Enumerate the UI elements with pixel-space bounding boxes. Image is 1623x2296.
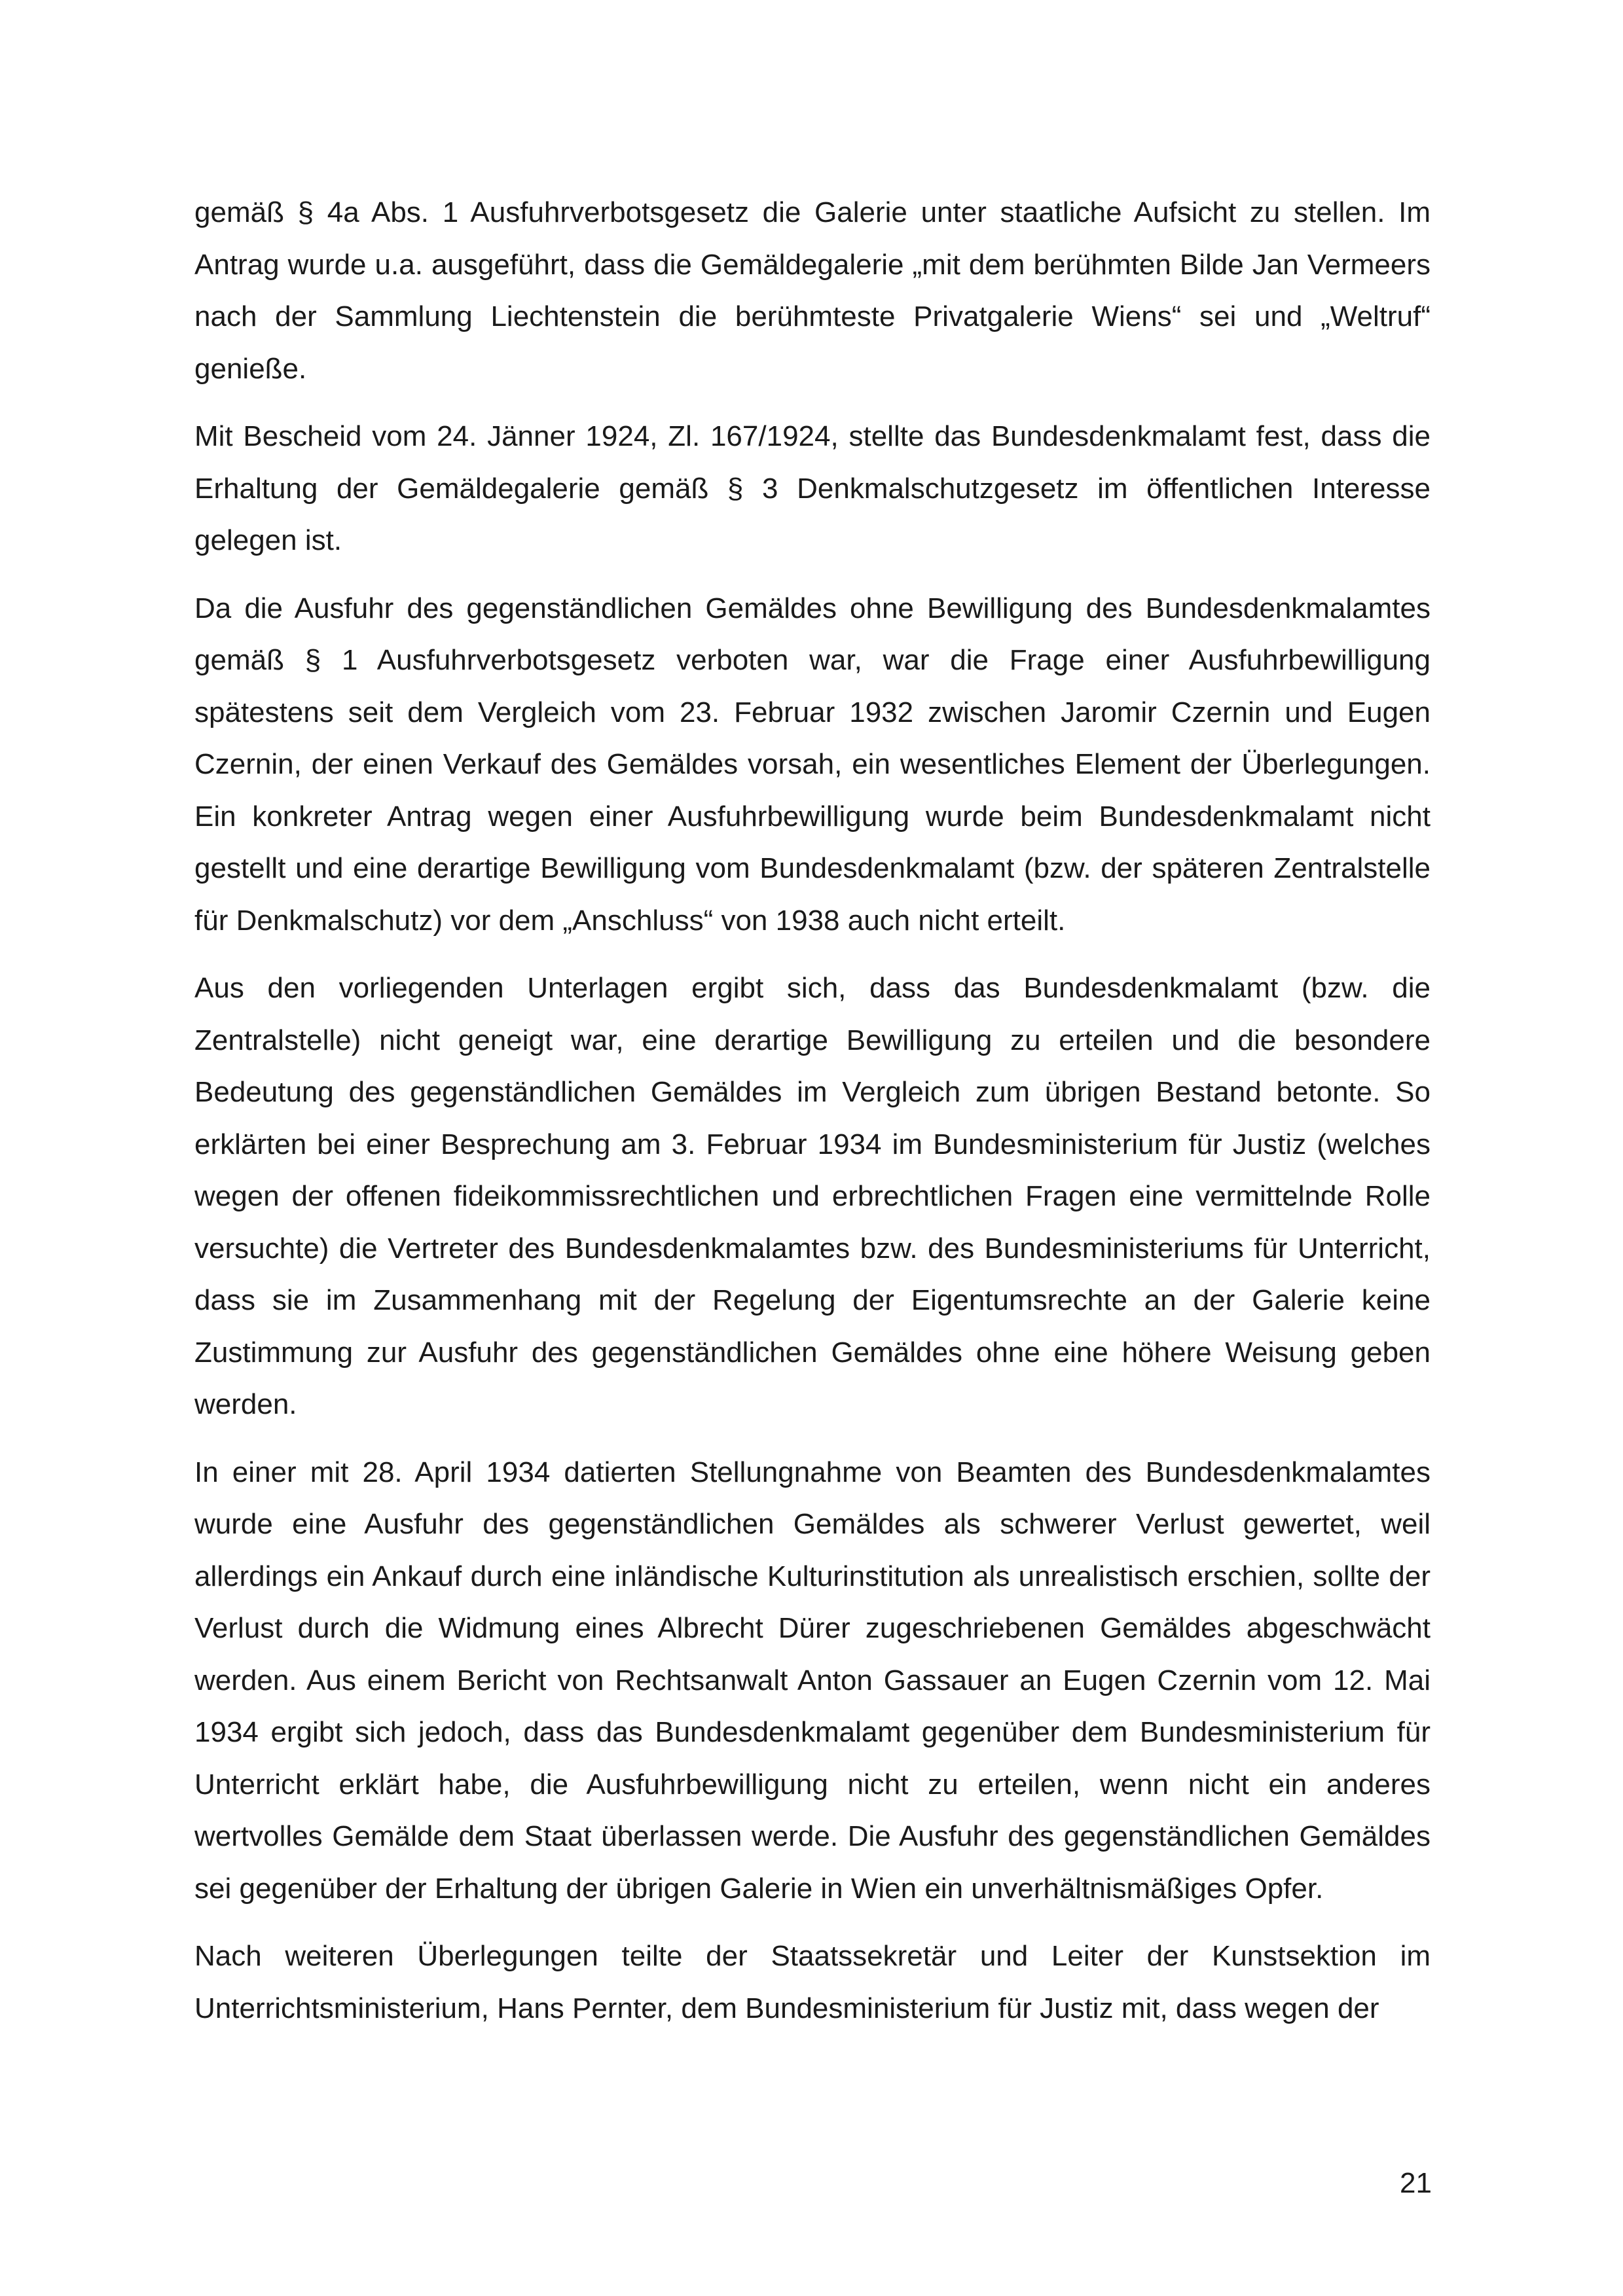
paragraph: In einer mit 28. April 1934 datierten Stellungnahme von Beamten des Bundesdenkmalamtes wurde eine Ausfuhr des gegenständlichen Gemäldes als schwerer Verlust gewertet, weil allerdings ein Ankauf durch eine inländische Kulturinstitution als unrealistisch erschien, sollte der Verlust durch die Widmung eines Albrecht Dürer zugeschriebenen Gemäldes abgeschwächt werden. Aus einem Bericht von Rechtsanwalt Anton Gassauer an Eugen Czernin vom 12. Mai 1934 ergibt sich jedoch, dass das Bundesdenkmalamt gegenüber dem Bundesministerium für Unterricht erklärt habe, die Ausfuhrbewilligung nicht zu erteilen, wenn nicht ein anderes wertvolles Gemälde dem Staat überlassen werde. Die Ausfuhr des gegenständlichen Gemäldes sei gegenüber der Erhaltung der übrigen Galerie in Wien ein unverhältnismäßiges Opfer.: [194, 1456, 1431, 1905]
paragraph: Mit Bescheid vom 24. Jänner 1924, Zl. 167/1924, stellte das Bundesdenkmalamt fest, dass die Erhaltung der Gemäldegalerie gemäß § 3 Denkmalschutzgesetz im öffentlichen Interesse gelegen ist.: [194, 420, 1431, 556]
document-body: [194, 187, 1431, 2050]
paragraph: gemäß § 4a Abs. 1 Ausfuhrverbotsgesetz die Galerie unter staatliche Aufsicht zu stellen. Im Antrag wurde u.a. ausgeführt, dass die Gemäldegalerie „mit dem berühmten Bilde Jan Vermeers nach der Sammlung Liechtenstein die berühmteste Privatgalerie Wiens“ sei und „Weltruf“ genieße.: [194, 196, 1431, 385]
paragraph: Da die Ausfuhr des gegenständlichen Gemäldes ohne Bewilligung des Bundesdenkmalamtes gemäß § 1 Ausfuhrverbotsgesetz verboten war, war die Frage einer Ausfuhrbewilligung spätestens seit dem Vergleich vom 23. Februar 1932 zwischen Jaromir Czernin und Eugen Czernin, der einen Verkauf des Gemäldes vorsah, ein wesentliches Element der Überlegungen. Ein konkreter Antrag wegen einer Ausfuhrbewilligung wurde beim Bundesdenkmalamt nicht gestellt und eine derartige Bewilligung vom Bundesdenkmalamt (bzw. der späteren Zentralstelle für Denkmalschutz) vor dem „Anschluss“ von 1938 auch nicht erteilt.: [194, 592, 1431, 937]
paragraph: Nach weiteren Überlegungen teilte der Staatssekretär und Leiter der Kunstsektion im Unterrichtsministerium, Hans Pernter, dem Bundesministerium für Justiz mit, dass wegen der: [194, 1940, 1431, 2024]
page-number: 21: [1400, 2167, 1432, 2199]
paragraph: Aus den vorliegenden Unterlagen ergibt sich, dass das Bundesdenkmalamt (bzw. die Zentralstelle) nicht geneigt war, eine derartige Bewilligung zu erteilen und die besondere Bedeutung des gegenständlichen Gemäldes im Vergleich zum übrigen Bestand betonte. So erklärten bei einer Besprechung am 3. Februar 1934 im Bundesministerium für Justiz (welches wegen der offenen fideikommissrechtlichen und erbrechtlichen Fragen eine vermittelnde Rolle versuchte) die Vertreter des Bundesdenkmalamtes bzw. des Bundesministeriums für Unterricht, dass sie im Zusammenhang mit der Regelung der Eigentumsrechte an der Galerie keine Zustimmung zur Ausfuhr des gegenständlichen Gemäldes ohne eine höhere Weisung geben werden.: [194, 972, 1431, 1420]
